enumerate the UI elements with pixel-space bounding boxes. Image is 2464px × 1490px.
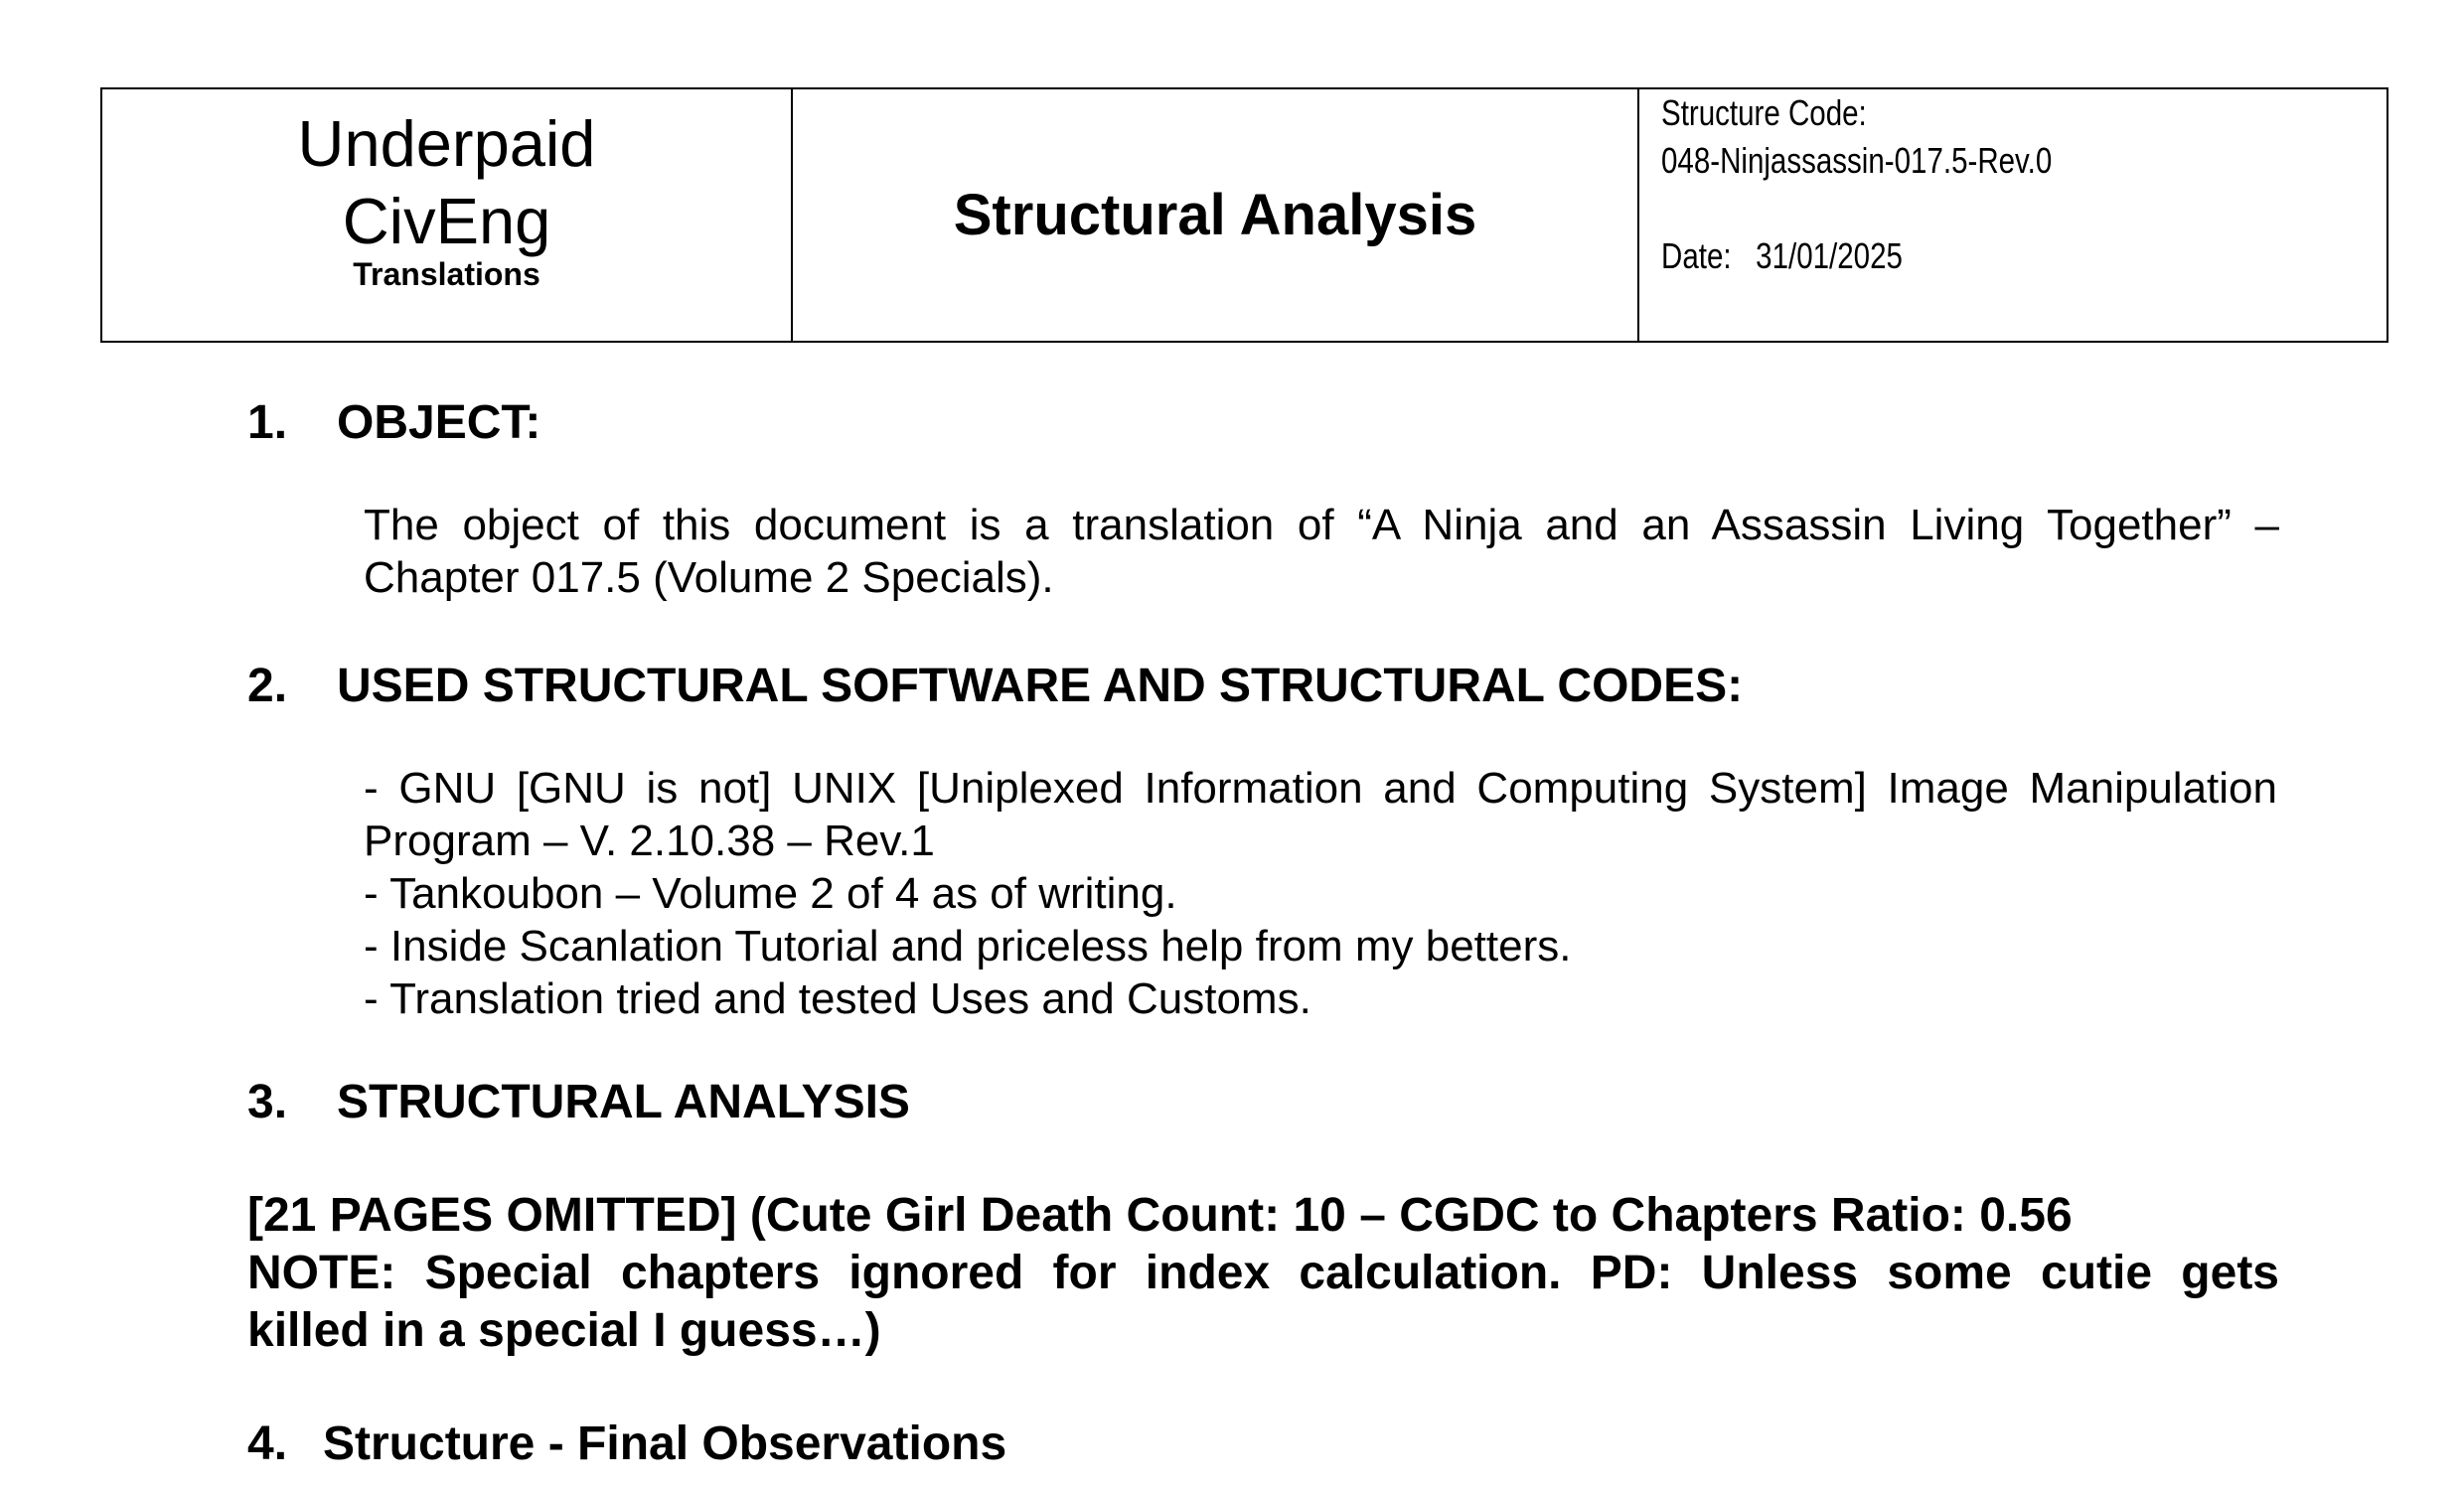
section-3-note [247, 1187, 2279, 1360]
logo-line-1: Underpaid [297, 107, 596, 180]
structure-code-label: Structure Code: [1661, 92, 1867, 133]
section-3-number: 3. [247, 1076, 288, 1128]
logo-line-2: CivEng [342, 185, 551, 257]
section-1-number: 1. [247, 396, 288, 449]
title-cell [793, 89, 1639, 341]
section-1-text-line-2: Chapter 017.5 (Volume 2 Specials). [364, 553, 1054, 602]
document-title: Structural Analysis [953, 183, 1477, 247]
structure-code-value: 048-Ninjassassin-017.5-Rev.0 [1661, 140, 2053, 181]
meta-cell [1639, 89, 2387, 341]
section-1-paragraph [364, 499, 2279, 604]
section-3-note-line-3: killed in a special I guess…) [247, 1304, 881, 1357]
section-2-item-4: - Translation tried and tested Uses and Customs. [364, 974, 1311, 1023]
section-4-heading [247, 1417, 1007, 1470]
logo-cell [102, 89, 793, 341]
section-1-heading [247, 396, 541, 449]
date-label: Date: [1661, 235, 1732, 276]
section-3-heading [247, 1076, 910, 1128]
section-2-item-1-line-1: - GNU [GNU is not] UNIX [Uniplexed Information and Computing System] Image Manipulation [364, 764, 2277, 813]
section-1-title: OBJECT: [337, 396, 541, 449]
section-3-note-line-2: NOTE: Special chapters ignored for index calculation. PD: Unless some cutie gets [247, 1247, 2279, 1299]
section-2-title: USED STRUCTURAL SOFTWARE AND STRUCTURAL CODES: [337, 660, 1744, 712]
section-1-text-line-1: The object of this document is a translation of “A Ninja and an Assassin Living Together” – [364, 501, 2279, 549]
section-4-title: Structure - Final Observations [323, 1417, 1007, 1470]
logo-subtitle: Translations [353, 256, 540, 292]
section-2-number: 2. [247, 660, 288, 712]
date-value: 31/01/2025 [1756, 235, 1903, 276]
section-4-number: 4. [247, 1417, 288, 1470]
section-2-item-2: - Tankoubon – Volume 2 of 4 as of writing. [364, 869, 1177, 918]
section-2-item-1-line-2: Program – V. 2.10.38 – Rev.1 [364, 817, 935, 865]
section-2-item-3: - Inside Scanlation Tutorial and priceless help from my betters. [364, 922, 1572, 970]
section-2-heading [247, 660, 1744, 712]
document-header-table [100, 87, 2388, 343]
section-3-note-line-1: [21 PAGES OMITTED] (Cute Girl Death Count: 10 – CGDC to Chapters Ratio: 0.56 [247, 1189, 2073, 1242]
date-row [1661, 235, 1903, 276]
section-3-title: STRUCTURAL ANALYSIS [337, 1076, 910, 1128]
section-2-list [364, 762, 2277, 1025]
